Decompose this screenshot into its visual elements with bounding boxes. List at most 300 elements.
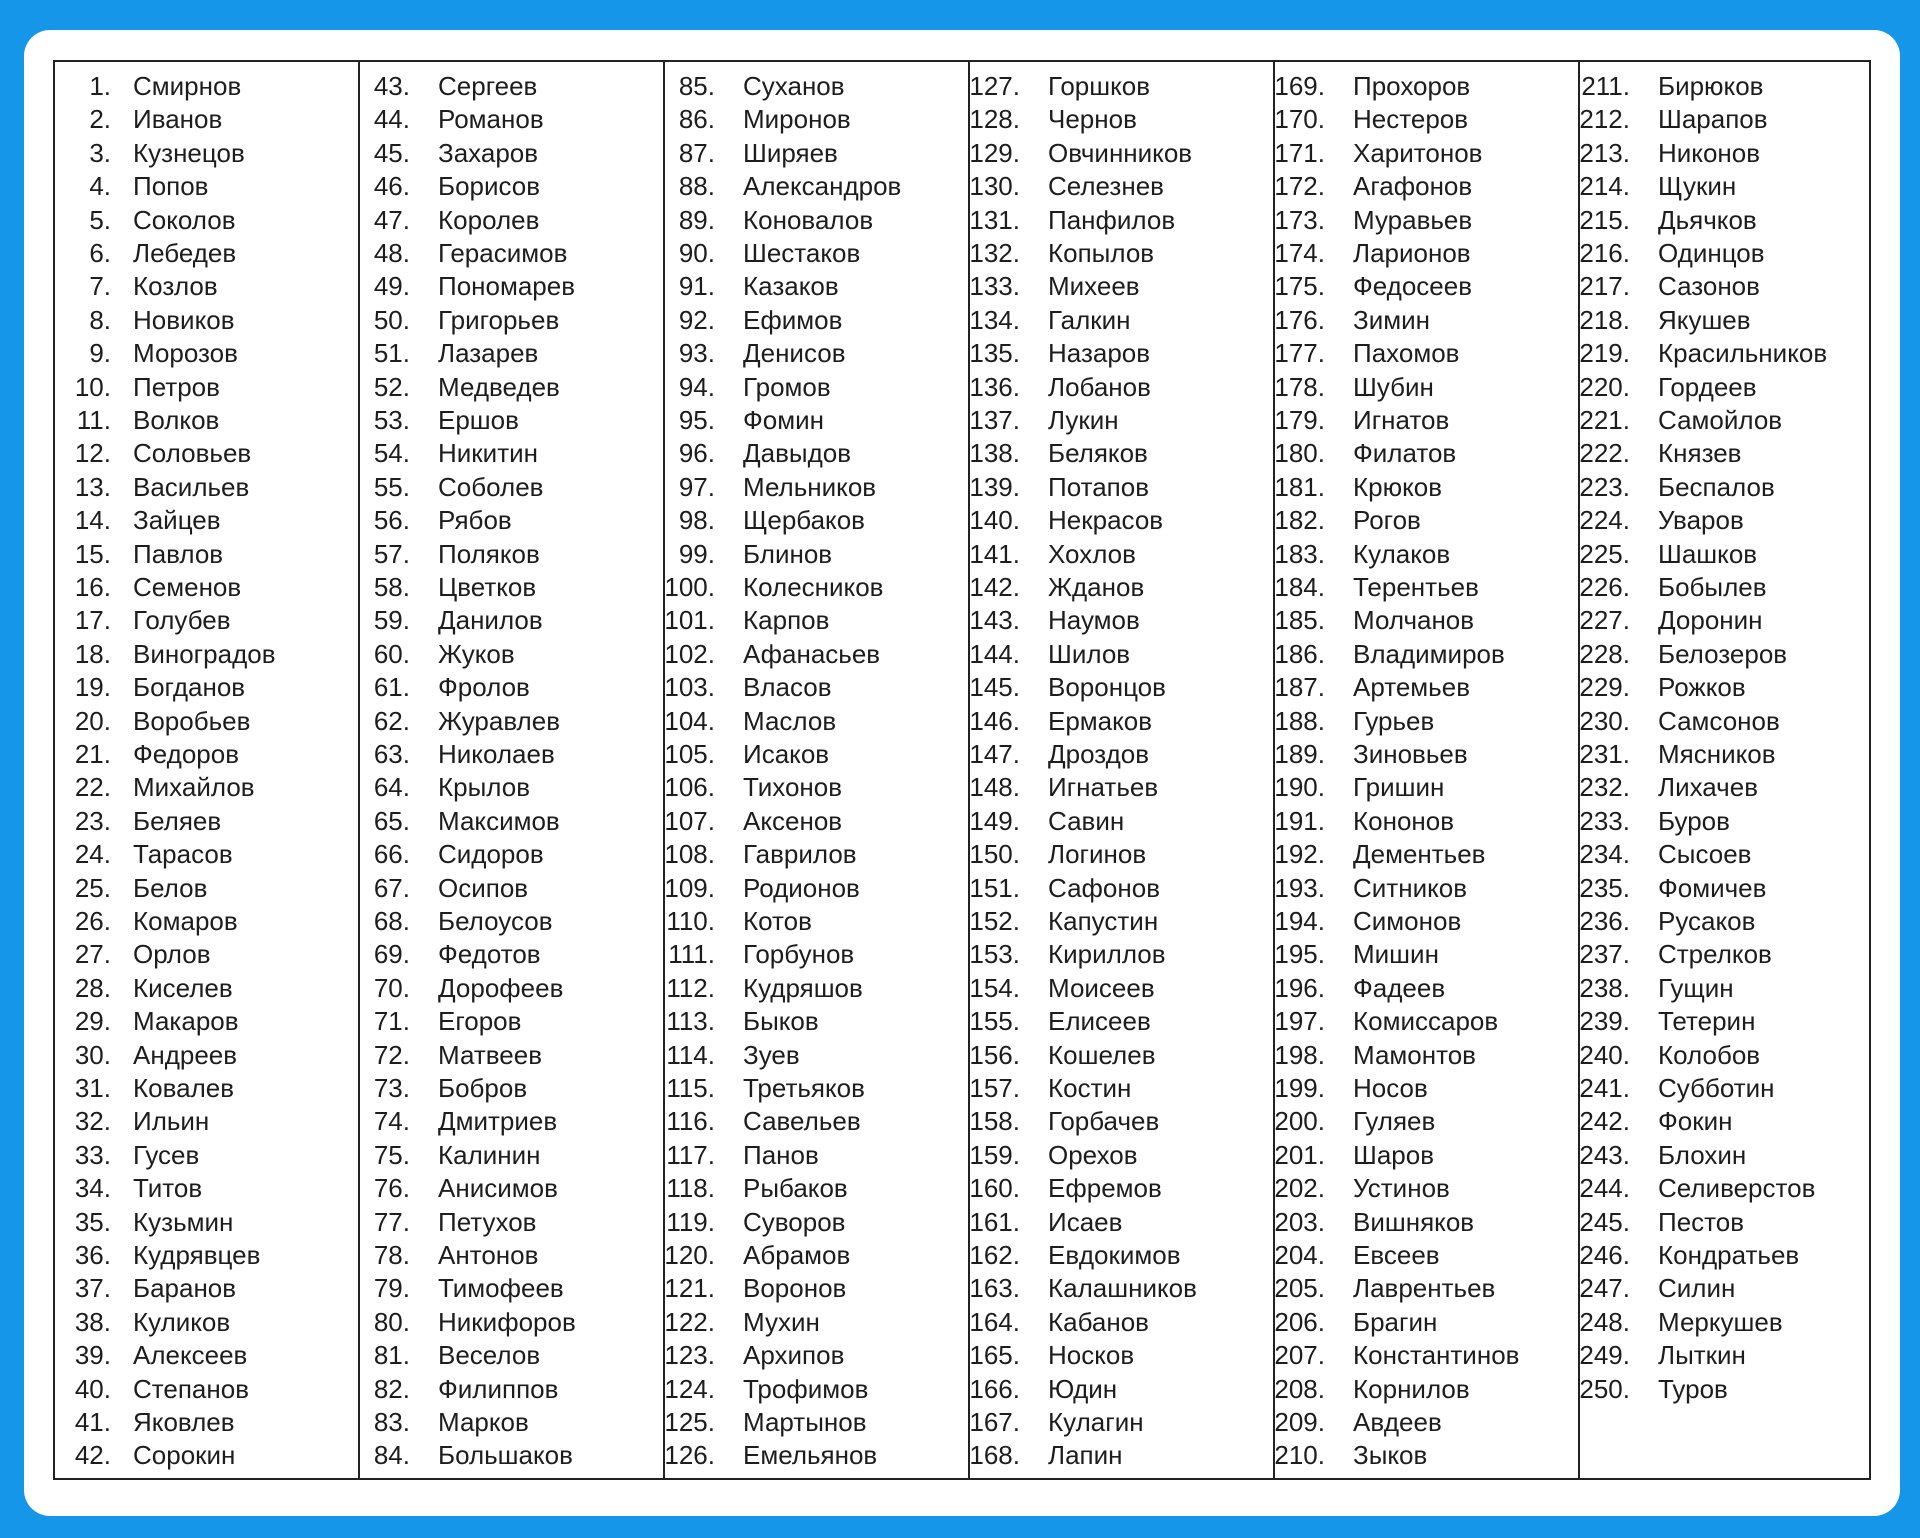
surname: Брагин (1353, 1306, 1438, 1337)
surname: Михеев (1048, 271, 1140, 302)
surname: Алексеев (133, 1340, 248, 1371)
surname: Шестаков (743, 238, 861, 268)
item-number: 116. (666, 1106, 715, 1137)
surname: Королев (438, 204, 540, 235)
surname: Меркушев (1658, 1306, 1783, 1337)
surname: Сафонов (1048, 872, 1161, 903)
item-number: 119. (666, 1206, 715, 1237)
list-item (55, 1339, 358, 1372)
surname: Устинов (1353, 1173, 1450, 1204)
surname: Капустин (1048, 906, 1159, 936)
item-number: 31. (74, 1073, 111, 1103)
item-number: 129. (969, 137, 1020, 168)
list-item (970, 437, 1273, 470)
item-number: 235. (1579, 872, 1630, 903)
item-number: 24. (74, 839, 111, 870)
list-item (665, 137, 968, 170)
list-item (1275, 705, 1578, 738)
list-item (970, 1339, 1273, 1372)
list-item (1580, 404, 1869, 437)
list-item (360, 872, 663, 905)
surname: Евдокимов (1048, 1240, 1181, 1270)
list-item (970, 1139, 1273, 1172)
item-number: 73. (373, 1073, 410, 1103)
surname: Анисимов (438, 1173, 558, 1204)
item-number: 242. (1579, 1106, 1630, 1137)
item-number: 224. (1579, 505, 1630, 536)
item-number: 178. (1274, 371, 1325, 402)
item-number: 160. (969, 1173, 1020, 1204)
list-item (665, 237, 968, 270)
list-item (665, 1039, 968, 1072)
surname: Кабанов (1048, 1306, 1149, 1337)
item-number: 100. (664, 572, 715, 602)
item-number: 44. (373, 104, 410, 135)
list-item (1275, 805, 1578, 838)
surname: Соловьев (133, 438, 252, 469)
item-number: 130. (969, 171, 1020, 202)
surname: Селиверстов (1658, 1173, 1816, 1204)
item-number: 220. (1579, 371, 1630, 402)
list-item (360, 738, 663, 771)
list-item (665, 1406, 968, 1439)
list-item (970, 604, 1273, 637)
list-item (1580, 1105, 1869, 1138)
list-item (360, 838, 663, 871)
item-number: 207. (1274, 1340, 1325, 1371)
list-item (665, 905, 968, 938)
list-item (1580, 437, 1869, 470)
surname: Орехов (1048, 1139, 1138, 1170)
surname: Васильев (133, 471, 250, 502)
item-number: 230. (1579, 705, 1630, 736)
item-number: 115. (666, 1073, 715, 1103)
surname: Коновалов (743, 204, 874, 235)
surname: Беляков (1048, 438, 1148, 469)
item-number: 114. (666, 1039, 715, 1070)
list-item (55, 1206, 358, 1239)
surname: Мухин (743, 1306, 820, 1337)
item-number: 217. (1579, 271, 1630, 302)
surname: Селезнев (1048, 171, 1164, 202)
surname: Данилов (438, 605, 543, 636)
list-item (360, 1406, 663, 1439)
list-item (1275, 1005, 1578, 1038)
surname: Власов (743, 672, 832, 703)
list-item (55, 905, 358, 938)
item-number: 137. (969, 405, 1020, 435)
list-item (1580, 471, 1869, 504)
item-number: 65. (373, 805, 410, 836)
item-number: 162. (969, 1240, 1020, 1270)
surname: Емельянов (743, 1440, 878, 1471)
item-number: 146. (969, 705, 1020, 736)
surname: Сазонов (1658, 271, 1760, 302)
surname: Хохлов (1048, 538, 1136, 569)
list-item (360, 638, 663, 671)
list-item (665, 671, 968, 704)
item-number: 166. (969, 1373, 1020, 1404)
item-number: 94. (678, 371, 715, 402)
list-item (1580, 671, 1869, 704)
item-number: 190. (1274, 772, 1325, 803)
item-number: 23. (74, 805, 111, 836)
list-item (55, 1406, 358, 1439)
list-item (1275, 938, 1578, 971)
list-item (1580, 604, 1869, 637)
list-item (970, 771, 1273, 804)
list-item (665, 170, 968, 203)
item-number: 59. (373, 605, 410, 636)
item-number: 148. (969, 772, 1020, 803)
list-item (1275, 471, 1578, 504)
list-item (1275, 1039, 1578, 1072)
item-number: 159. (969, 1139, 1020, 1170)
surname: Казаков (743, 271, 839, 302)
item-number: 222. (1579, 438, 1630, 469)
surname: Кононов (1353, 805, 1455, 836)
list-item (1580, 838, 1869, 871)
surname: Елисеев (1048, 1006, 1151, 1037)
list-item (55, 938, 358, 971)
surname: Шарапов (1658, 104, 1768, 135)
item-number: 67. (373, 872, 410, 903)
surname: Горбачев (1048, 1106, 1160, 1137)
surname: Поляков (438, 538, 540, 569)
item-number: 124. (664, 1373, 715, 1404)
surname: Тарасов (133, 839, 233, 870)
list-item (360, 1039, 663, 1072)
list-item (1580, 1272, 1869, 1305)
item-number: 139. (969, 471, 1020, 502)
item-number: 5. (89, 204, 111, 235)
surname: Мясников (1658, 739, 1776, 769)
surname: Беспалов (1658, 471, 1775, 502)
surname: Воробьев (133, 705, 251, 736)
list-item (970, 1306, 1273, 1339)
surname: Кулаков (1353, 538, 1451, 569)
surname: Соколов (133, 204, 236, 235)
item-number: 204. (1274, 1240, 1325, 1270)
item-number: 120. (664, 1240, 715, 1270)
item-number: 186. (1274, 638, 1325, 669)
surname: Цветков (438, 572, 537, 602)
surname: Лукин (1048, 405, 1119, 435)
list-item (360, 604, 663, 637)
surname: Мишин (1353, 939, 1439, 970)
list-item (1580, 1172, 1869, 1205)
list-item (665, 938, 968, 971)
surname: Крюков (1353, 471, 1443, 502)
surname: Воронов (743, 1273, 847, 1304)
surname: Киселев (133, 972, 233, 1003)
surname: Пономарев (438, 271, 576, 302)
list-item (1275, 1105, 1578, 1138)
list-item (970, 705, 1273, 738)
surname: Комиссаров (1353, 1006, 1499, 1037)
item-number: 97. (678, 471, 715, 502)
list-item (360, 1206, 663, 1239)
surname: Баранов (133, 1273, 237, 1304)
table-column (1580, 62, 1869, 1478)
list-item (1275, 70, 1578, 103)
list-item (970, 1206, 1273, 1239)
surname: Борисов (438, 171, 541, 202)
list-item (970, 337, 1273, 370)
item-number: 202. (1274, 1173, 1325, 1204)
item-number: 22. (74, 772, 111, 803)
list-item (360, 404, 663, 437)
item-number: 70. (373, 972, 410, 1003)
item-number: 96. (678, 438, 715, 469)
surname: Козлов (133, 271, 218, 302)
surname: Петухов (438, 1206, 537, 1237)
surname: Носов (1353, 1073, 1428, 1103)
surname: Назаров (1048, 338, 1151, 369)
surname: Гуляев (1353, 1106, 1436, 1137)
item-number: 110. (666, 906, 715, 936)
surname: Красильников (1658, 338, 1828, 369)
surname: Нестеров (1353, 104, 1469, 135)
list-item (360, 1105, 663, 1138)
list-item (970, 671, 1273, 704)
list-item (665, 1272, 968, 1305)
surname: Панфилов (1048, 204, 1176, 235)
surname: Моисеев (1048, 972, 1155, 1003)
item-number: 25. (74, 872, 111, 903)
surname: Русаков (1658, 906, 1756, 936)
item-number: 171. (1274, 137, 1325, 168)
surname: Ларионов (1353, 238, 1471, 268)
surname: Копылов (1048, 238, 1155, 268)
surname: Калинин (438, 1139, 541, 1170)
surname: Кошелев (1048, 1039, 1156, 1070)
item-number: 19. (74, 672, 111, 703)
item-number: 103. (664, 672, 715, 703)
list-item (360, 538, 663, 571)
list-item (970, 471, 1273, 504)
list-item (970, 838, 1273, 871)
surname: Гаврилов (743, 839, 857, 870)
list-item (360, 137, 663, 170)
list-item (1275, 504, 1578, 537)
item-number: 4. (89, 171, 111, 202)
list-item (1580, 805, 1869, 838)
list-item (1580, 237, 1869, 270)
surname: Трофимов (743, 1373, 869, 1404)
table-column (1275, 62, 1580, 1478)
surname: Терентьев (1353, 572, 1479, 602)
surname: Ильин (133, 1106, 210, 1137)
list-item (1275, 1139, 1578, 1172)
surname: Михайлов (133, 772, 255, 803)
surname-table (53, 60, 1871, 1480)
item-number: 52. (373, 371, 410, 402)
surname: Шашков (1658, 538, 1758, 569)
surname: Белоусов (438, 906, 553, 936)
item-number: 164. (969, 1306, 1020, 1337)
surname: Комаров (133, 906, 238, 936)
list-item (360, 1272, 663, 1305)
surname: Сорокин (133, 1440, 236, 1471)
item-number: 195. (1274, 939, 1325, 970)
list-item (55, 838, 358, 871)
list-item (1275, 972, 1578, 1005)
surname: Рябов (438, 505, 512, 536)
item-number: 91. (678, 271, 715, 302)
surname: Корнилов (1353, 1373, 1470, 1404)
list-item (55, 371, 358, 404)
surname: Никитин (438, 438, 538, 469)
list-item (1580, 1039, 1869, 1072)
surname: Третьяков (743, 1073, 865, 1103)
item-number: 34. (74, 1173, 111, 1204)
item-number: 181. (1274, 471, 1325, 502)
surname: Лапин (1048, 1440, 1123, 1471)
surname: Никонов (1658, 137, 1761, 168)
list-item (1580, 972, 1869, 1005)
item-number: 21. (74, 739, 111, 769)
surname: Зайцев (133, 505, 221, 536)
surname: Беляев (133, 805, 222, 836)
list-item (970, 1373, 1273, 1406)
list-item (1580, 872, 1869, 905)
item-number: 35. (74, 1206, 111, 1237)
list-item (665, 1306, 968, 1339)
surname: Дьячков (1658, 204, 1757, 235)
list-item (1580, 70, 1869, 103)
item-number: 37. (74, 1273, 111, 1304)
item-number: 154. (969, 972, 1020, 1003)
list-item (55, 1306, 358, 1339)
list-item (360, 437, 663, 470)
list-item (970, 638, 1273, 671)
item-number: 10. (74, 371, 111, 402)
list-item (1580, 538, 1869, 571)
surname: Буров (1658, 805, 1730, 836)
surname: Исаев (1048, 1206, 1123, 1237)
item-number: 133. (969, 271, 1020, 302)
list-item (1275, 905, 1578, 938)
list-item (665, 1339, 968, 1372)
list-item (1580, 1072, 1869, 1105)
list-item (1580, 1005, 1869, 1038)
item-number: 102. (664, 638, 715, 669)
item-number: 98. (678, 505, 715, 536)
item-number: 234. (1579, 839, 1630, 870)
surname: Юдин (1048, 1373, 1118, 1404)
item-number: 89. (678, 204, 715, 235)
item-number: 197. (1274, 1006, 1325, 1037)
list-item (665, 1172, 968, 1205)
item-number: 157. (969, 1073, 1020, 1103)
item-number: 189. (1274, 739, 1325, 769)
list-item (55, 1272, 358, 1305)
list-item (360, 371, 663, 404)
list-item (970, 304, 1273, 337)
surname: Кузьмин (133, 1206, 234, 1237)
list-item (1275, 1339, 1578, 1372)
item-number: 82. (373, 1373, 410, 1404)
list-item (55, 437, 358, 470)
item-number: 225. (1579, 538, 1630, 569)
surname: Некрасов (1048, 505, 1164, 536)
item-number: 106. (664, 772, 715, 803)
item-number: 30. (74, 1039, 111, 1070)
list-item (1275, 204, 1578, 237)
list-item (665, 805, 968, 838)
surname: Ефремов (1048, 1173, 1162, 1204)
surname: Фадеев (1353, 972, 1446, 1003)
surname: Прохоров (1353, 71, 1471, 101)
item-number: 145. (969, 672, 1020, 703)
list-item (1580, 571, 1869, 604)
list-item (55, 538, 358, 571)
item-number: 203. (1274, 1206, 1325, 1237)
surname: Зуев (743, 1039, 800, 1070)
surname: Владимиров (1353, 638, 1505, 669)
surname: Сысоев (1658, 839, 1752, 870)
list-item (970, 538, 1273, 571)
list-item (55, 1239, 358, 1272)
item-number: 62. (373, 705, 410, 736)
item-number: 95. (678, 405, 715, 435)
item-number: 125. (664, 1407, 715, 1437)
item-number: 221. (1579, 405, 1630, 435)
item-number: 66. (373, 839, 410, 870)
item-number: 45. (373, 137, 410, 168)
surname: Гурьев (1353, 705, 1435, 736)
surname: Лаврентьев (1353, 1273, 1496, 1304)
surname: Филиппов (438, 1373, 559, 1404)
list-item (970, 137, 1273, 170)
list-item (1275, 571, 1578, 604)
surname: Большаков (438, 1440, 573, 1471)
item-number: 32. (74, 1106, 111, 1137)
surname: Туров (1658, 1373, 1728, 1404)
surname: Дроздов (1048, 739, 1150, 769)
list-item (55, 137, 358, 170)
item-number: 156. (969, 1039, 1020, 1070)
list-item (1275, 1406, 1578, 1439)
item-number: 117. (666, 1139, 715, 1170)
list-item (55, 404, 358, 437)
item-number: 69. (373, 939, 410, 970)
item-number: 118. (666, 1173, 715, 1204)
surname: Мамонтов (1353, 1039, 1476, 1070)
list-item (665, 337, 968, 370)
item-number: 201. (1274, 1139, 1325, 1170)
list-item (360, 805, 663, 838)
item-number: 41. (74, 1407, 111, 1437)
surname: Суханов (743, 71, 845, 101)
item-number: 233. (1579, 805, 1630, 836)
item-number: 134. (969, 304, 1020, 335)
list-item (665, 270, 968, 303)
item-number: 158. (969, 1106, 1020, 1137)
surname: Архипов (743, 1340, 845, 1371)
item-number: 43. (373, 71, 410, 101)
list-item (55, 103, 358, 136)
list-item (1580, 1339, 1869, 1372)
surname: Федосеев (1353, 271, 1473, 302)
list-item (665, 1139, 968, 1172)
list-item (1275, 638, 1578, 671)
surname: Кириллов (1048, 939, 1166, 970)
item-number: 209. (1274, 1407, 1325, 1437)
surname: Силин (1658, 1273, 1736, 1304)
list-item (665, 1005, 968, 1038)
